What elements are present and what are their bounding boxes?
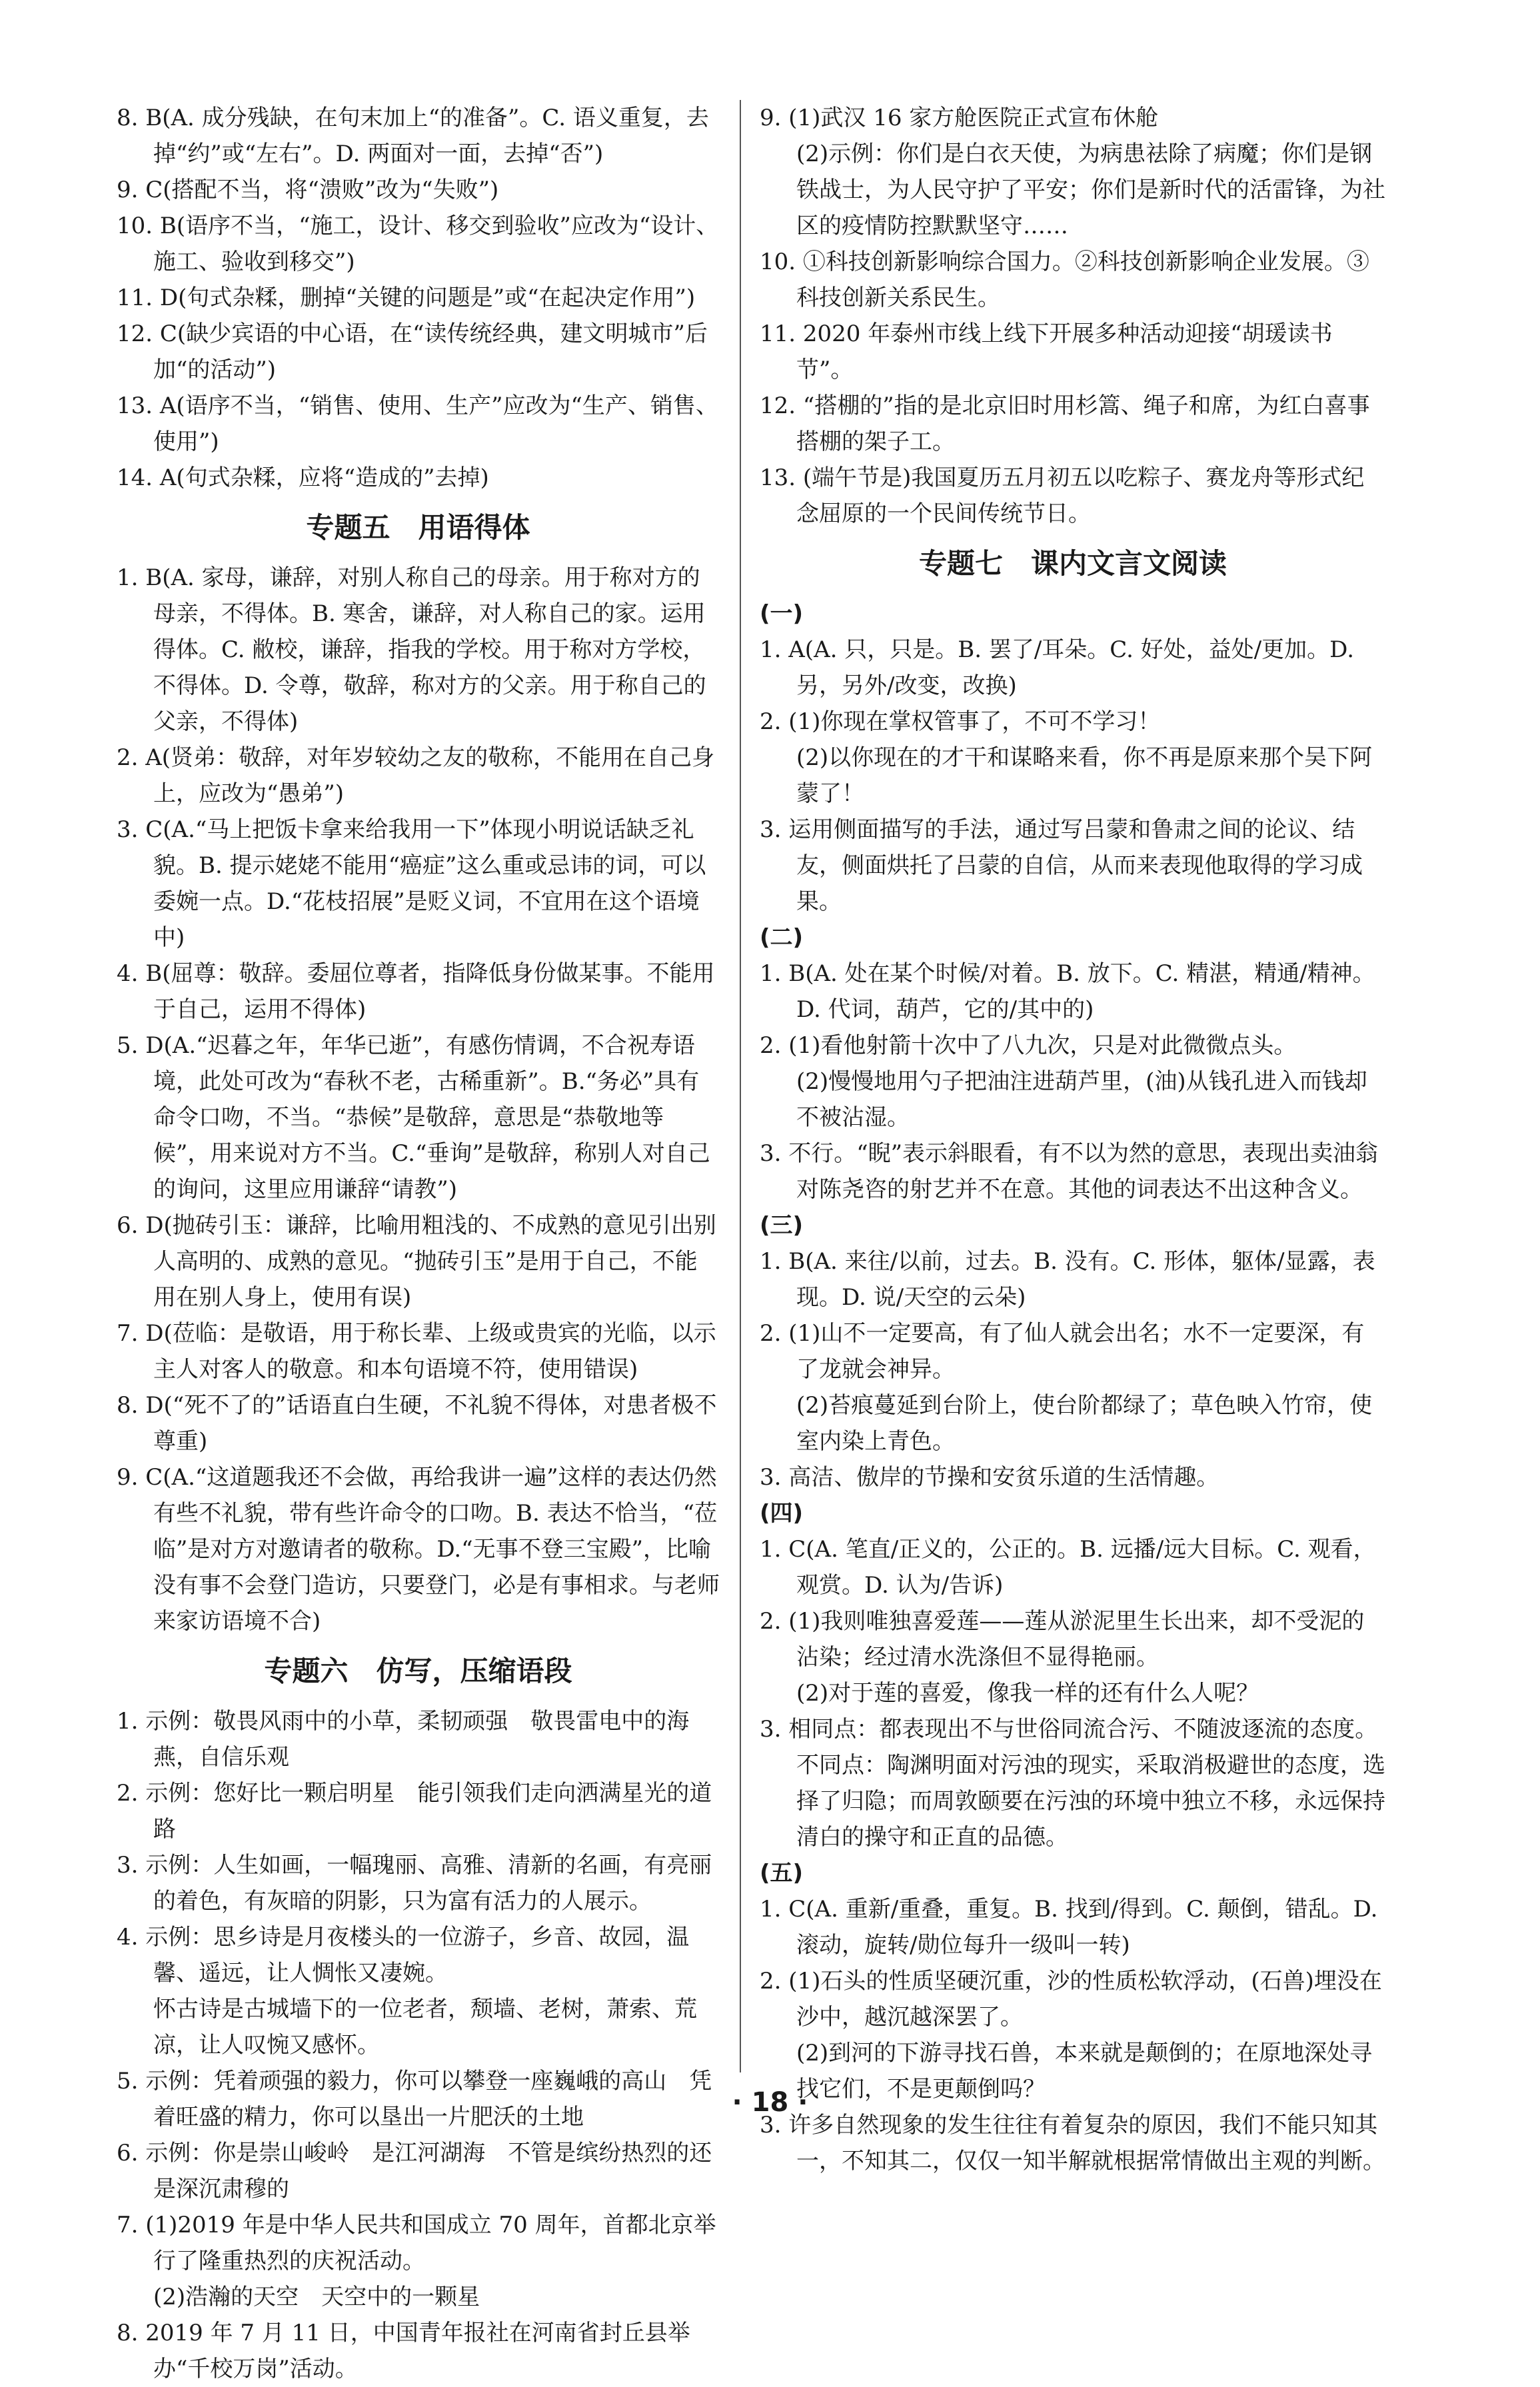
answer-item: 1. 示例：敬畏风雨中的小草，柔韧顽强 敬畏雷电中的海燕，自信乐观 xyxy=(117,1708,690,1771)
part-label: (三) xyxy=(760,1212,804,1239)
part-4 xyxy=(760,1495,1386,1855)
page-number: · 18 · xyxy=(732,2087,808,2118)
column-divider xyxy=(740,100,741,2072)
answer-item: 3. 示例：人生如画，一幅瑰丽、高雅、清新的名画，有亮丽的着色，有灰暗的阴影，只为富有活力的人展示。 xyxy=(117,1852,712,1915)
answer-item: 5. 示例：凭着顽强的毅力，你可以攀登一座巍峨的高山 凭着旺盛的精力，你可以垦出一片肥沃的土地 xyxy=(117,2068,712,2130)
answer-item: 7. D(莅临：是敬语，用于称长辈、上级或贵宾的光临，以示主人对客人的敬意。和本句语境不符，使用错误) xyxy=(117,1320,716,1383)
part-2 xyxy=(760,920,1386,1207)
section5-list xyxy=(117,560,720,1639)
answer-item: 13. (端午节是)我国夏历五月初五以吃粽子、赛龙舟等形式纪念屈原的一个民间传统节日。 xyxy=(760,464,1365,527)
answer-item: 9. C(A.“这道题我还不会做，再给我讲一遍”这样的表达仍然有些不礼貌，带有些许命令的口吻。B. 表达不恰当，“莅临”是对方对邀请者的敬称。D.“无事不登三宝殿”，比喻没有事不会登门造访，只要登门，必是有事相求。与老师来家访语境不合) xyxy=(117,1464,720,1635)
answer-item: 3. 不行。“睨”表示斜眼看，有不以为然的意思，表现出卖油翁对陈尧咨的射艺并不在意。其他的词表达不出这种含义。 xyxy=(760,1140,1379,1203)
section-title: 专题七 课内文言文阅读 xyxy=(918,547,1227,580)
part-3 xyxy=(760,1207,1386,1495)
answer-item: 11. 2020 年泰州市线上线下开展多种活动迎接“胡瑗读书节”。 xyxy=(760,321,1333,383)
right-top-list xyxy=(760,100,1386,532)
part-label: (五) xyxy=(760,1860,804,1887)
section6-list xyxy=(117,1703,720,2387)
answer-item: 10. B(语序不当，“施工，设计、移交到验收”应改为“设计、施工、验收到移交”) xyxy=(117,213,719,275)
answer-item: 13. A(语序不当，“销售、使用、生产”应改为“生产、销售、使用”) xyxy=(117,393,718,455)
answer-item: 2. (1)你现在掌权管事了，不可不学习！ xyxy=(760,708,1161,735)
answer-item: 12. C(缺少宾语的中心语，在“读传统经典，建文明城市”后加“的活动”) xyxy=(117,321,708,383)
answer-item: 3. C(A.“马上把饭卡拿来给我用一下”体现小明说话缺乏礼貌。B. 提示姥姥不能用“癌症”这么重或忌讳的词，可以委婉一点。D.“花枝招展”是贬义词，不宜用在这个语境中) xyxy=(117,816,706,951)
answer-subitem: (2)苔痕蔓延到台阶上，使台阶都绿了；草色映入竹帘，使室内染上青色。 xyxy=(796,1392,1373,1455)
answer-subitem: (2)慢慢地用勺子把油注进葫芦里，(油)从钱孔进入而钱却不被沾湿。 xyxy=(796,1068,1367,1131)
answer-item: 8. B(A. 成分残缺，在句末加上“的准备”。C. 语义重复，去掉“约”或“左右”。D. 两面对一面，去掉“否”) xyxy=(117,105,709,167)
answer-item: 9. C(搭配不当，将“溃败”改为“失败”) xyxy=(117,177,499,203)
left-top-list xyxy=(117,100,720,496)
answer-item: 2. (1)石头的性质坚硬沉重，沙的性质松软浮动，(石兽)埋没在沙中，越沉越深罢了。 xyxy=(760,1968,1382,2030)
answer-item: 11. D(句式杂糅，删掉“关键的问题是”或“在起决定作用”) xyxy=(117,285,696,311)
answer-item: 4. B(屈尊：敬辞。委屈位尊者，指降低身份做某事。不能用于自己，运用不得体) xyxy=(117,960,715,1023)
answer-subitem: (2)浩瀚的天空 天空中的一颗星 xyxy=(153,2284,480,2310)
answer-item: 2. A(贤弟：敬辞，对年岁较幼之友的敬称，不能用在自己身上，应改为“愚弟”) xyxy=(117,744,715,807)
answer-item: 9. (1)武汉 16 家方舱医院正式宣布休舱 xyxy=(760,105,1159,131)
answer-subitem: 不同点：陶渊明面对污浊的现实，采取消极避世的态度，选择了归隐；而周敦颐要在污浊的环境中独立不移，永远保持清白的操守和正直的品德。 xyxy=(796,1752,1385,1851)
part-1 xyxy=(760,596,1386,920)
right-column xyxy=(760,100,1386,2179)
answer-item: 6. D(抛砖引玉：谦辞，比喻用粗浅的、不成熟的意见引出别人高明的、成熟的意见。“抛砖引玉”是用于自己，不能用在别人身上，使用有误) xyxy=(117,1212,716,1311)
left-column xyxy=(117,100,720,2387)
answer-item: 7. (1)2019 年是中华人民共和国成立 70 周年，首都北京举行了隆重热烈的庆祝活动。 xyxy=(117,2212,716,2274)
answer-item: 1. C(A. 笔直/正义的，公正的。B. 远播/远大目标。C. 观看，观赏。D. 认为/告诉) xyxy=(760,1536,1376,1599)
part-label: (一) xyxy=(760,600,804,627)
section-title: 专题五 用语得体 xyxy=(306,511,530,544)
part-5 xyxy=(760,1855,1386,2179)
answer-item: 3. 相同点：都表现出不与世俗同流合污、不随波逐流的态度。 xyxy=(760,1716,1378,1743)
answer-item: 3. 许多自然现象的发生往往有着复杂的原因，我们不能只知其一，不知其二，仅仅一知半解就根据常情做出主观的判断。 xyxy=(760,2112,1385,2174)
answer-item: 3. 高洁、傲岸的节操和安贫乐道的生活情趣。 xyxy=(760,1464,1219,1491)
answer-item: 1. A(A. 只，只是。B. 罢了/耳朵。C. 好处，益处/更加。D. 另，另外/改变，改换) xyxy=(760,636,1361,699)
answer-subitem: (2)示例：你们是白衣天使，为病患祛除了病魔；你们是钢铁战士，为人民守护了平安；你们是新时代的活雷锋，为社区的疫情防控默默坚守…… xyxy=(796,141,1385,239)
answer-item: 5. D(A.“迟暮之年，年华已逝”，有感伤情调，不合祝寿语境，此处可改为“春秋不老，古稀重新”。B.“务必”具有命令口吻，不当。“恭候”是敬辞，意思是“恭敬地等候”，用来说对方不当。C.“垂询”是敬辞，称别人对自己的询问，这里应用谦辞“请教”) xyxy=(117,1032,710,1203)
answer-item: 12. “搭棚的”指的是北京旧时用杉篙、绳子和席，为红白喜事搭棚的架子工。 xyxy=(760,393,1370,455)
answer-item: 1. B(A. 处在某个时候/对着。B. 放下。C. 精湛，精通/精神。D. 代词，葫芦，它的/其中的) xyxy=(760,960,1375,1023)
answer-subitem: (2)以你现在的才干和谋略来看，你不再是原来那个吴下阿蒙了！ xyxy=(796,744,1373,807)
answer-subitem: (2)对于莲的喜爱，像我一样的还有什么人呢？ xyxy=(796,1680,1259,1707)
answer-subitem: (2)到河的下游寻找石兽，本来就是颠倒的；在原地深处寻找它们，不是更颠倒吗？ xyxy=(796,2040,1373,2102)
answer-item: 8. 2019 年 7 月 11 日，中国青年报社在河南省封丘县举办“千校万岗”活动。 xyxy=(117,2320,690,2382)
answer-item: 4. 示例：思乡诗是月夜楼头的一位游子，乡音、故园，温馨、遥远，让人惆怅又凄婉。 xyxy=(117,1924,690,1987)
answer-item: 6. 示例：你是崇山峻岭 是江河湖海 不管是缤纷热烈的还是深沉肃穆的 xyxy=(117,2140,712,2202)
answer-item: 2. (1)看他射箭十次中了八九次，只是对此微微点头。 xyxy=(760,1032,1297,1059)
answer-item: 3. 运用侧面描写的手法，通过写吕蒙和鲁肃之间的论议、结友，侧面烘托了吕蒙的自信，从而来表现他取得的学习成果。 xyxy=(760,816,1363,915)
part-label: (二) xyxy=(760,924,804,951)
answer-item: 2. (1)山不一定要高，有了仙人就会出名；水不一定要深，有了龙就会神异。 xyxy=(760,1320,1365,1383)
part-label: (四) xyxy=(760,1500,804,1527)
answer-subitem: 怀古诗是古城墙下的一位老者，颓墙、老树，萧索、荒凉，让人叹惋又感怀。 xyxy=(153,1996,697,2058)
answer-item: 2. 示例：您好比一颗启明星 能引领我们走向洒满星光的道路 xyxy=(117,1780,712,1843)
answer-item: 1. B(A. 来往/以前，过去。B. 没有。C. 形体，躯体/显露，表现。D. 说/天空的云朵) xyxy=(760,1248,1375,1311)
answer-item: 1. B(A. 家母，谦辞，对别人称自己的母亲。用于称对方的母亲，不得体。B. 寒舍，谦辞，对人称自己的家。运用得体。C. 敝校，谦辞，指我的学校。用于称对方学校，不得体。D. 令尊，敬辞，称对方的父亲。用于称自己的父亲，不得体) xyxy=(117,564,706,735)
section-title: 专题六 仿写，压缩语段 xyxy=(264,1655,572,1687)
answer-item: 1. C(A. 重新/重叠，重复。B. 找到/得到。C. 颠倒，错乱。D. 滚动，旋转/勋位每升一级叫一转) xyxy=(760,1896,1385,1959)
answer-item: 10. ①科技创新影响综合国力。②科技创新影响企业发展。③科技创新关系民生。 xyxy=(760,249,1369,311)
answer-item: 2. (1)我则唯独喜爱莲——莲从淤泥里生长出来，却不受泥的沾染；经过清水洗涤但不显得艳丽。 xyxy=(760,1608,1365,1671)
answer-item: 8. D(“死不了的”话语直白生硬，不礼貌不得体，对患者极不尊重) xyxy=(117,1392,717,1455)
answer-item: 14. A(句式杂糅，应将“造成的”去掉) xyxy=(117,464,489,491)
